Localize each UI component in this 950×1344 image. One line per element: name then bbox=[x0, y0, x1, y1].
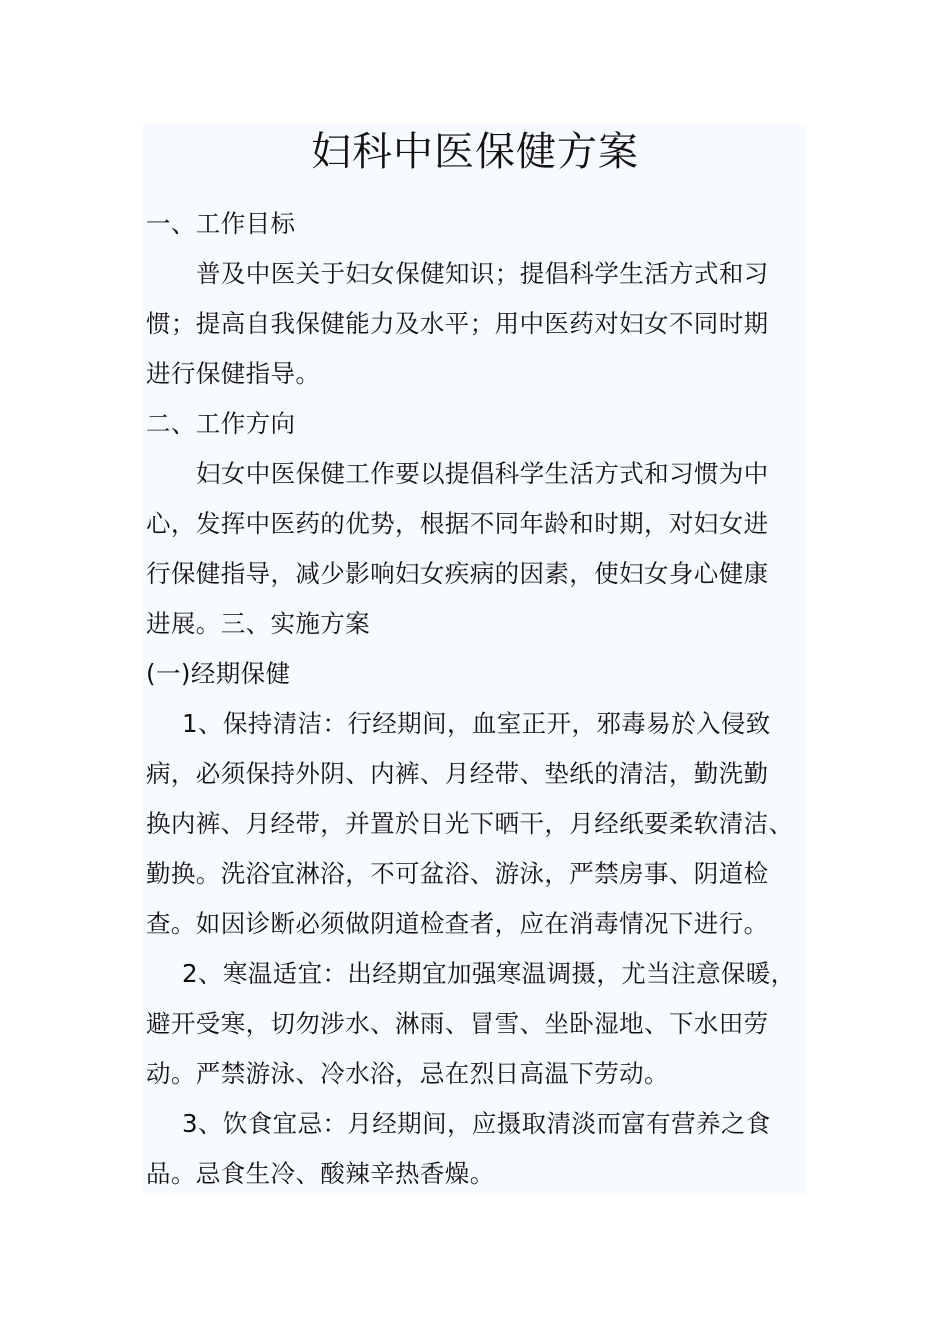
paragraph-line: 换内裤、月经带，并置於日光下晒干，月经纸要柔软清洁、 bbox=[146, 809, 794, 838]
list-item-cleanliness: 1、保持清洁：行经期间，血室正开，邪毒易於入侵致 bbox=[182, 709, 771, 738]
section-heading-direction: 二、工作方向 bbox=[146, 409, 296, 438]
paragraph-line: 妇女中医保健工作要以提倡科学生活方式和习惯为中 bbox=[196, 459, 769, 488]
paragraph-line: 品。忌食生冷、酸辣辛热香燥。 bbox=[146, 1159, 495, 1188]
section-heading-goals: 一、工作目标 bbox=[146, 209, 296, 238]
paragraph-line: 惯；提高自我保健能力及水平；用中医药对妇女不同时期 bbox=[146, 309, 769, 338]
paragraph-line: 心，发挥中医药的优势，根据不同年龄和时期，对妇女进 bbox=[146, 509, 769, 538]
paragraph-line: 病，必须保持外阴、内裤、月经带、垫纸的清洁，勤洗勤 bbox=[146, 759, 769, 788]
document-body bbox=[146, 199, 806, 1199]
paragraph-line: 勤换。洗浴宜淋浴，不可盆浴、游泳，严禁房事、阴道检 bbox=[146, 859, 769, 888]
paragraph-line-with-heading: 进展。三、实施方案 bbox=[146, 609, 371, 638]
paragraph-line: 进行保健指导。 bbox=[146, 359, 321, 388]
paragraph-line: 行保健指导，减少影响妇女疾病的因素，使妇女身心健康 bbox=[146, 559, 769, 588]
paragraph-line: 普及中医关于妇女保健知识；提倡科学生活方式和习 bbox=[196, 259, 769, 288]
list-item-temperature: 2、寒温适宜：出经期宜加强寒温调摄，尤当注意保暖， bbox=[182, 959, 796, 988]
document-title: 妇科中医保健方案 bbox=[311, 129, 639, 175]
paragraph-line: 避开受寒，切勿涉水、淋雨、冒雪、坐卧湿地、下水田劳 bbox=[146, 1009, 769, 1038]
list-item-diet: 3、饮食宜忌：月经期间，应摄取清淡而富有营养之食 bbox=[182, 1109, 771, 1138]
paragraph-line: 动。严禁游泳、冷水浴，忌在烈日高温下劳动。 bbox=[146, 1059, 669, 1088]
subsection-heading-menstrual-care: (一)经期保健 bbox=[146, 659, 291, 688]
paragraph-line: 查。如因诊断必须做阴道检查者，应在消毒情况下进行。 bbox=[146, 909, 769, 938]
